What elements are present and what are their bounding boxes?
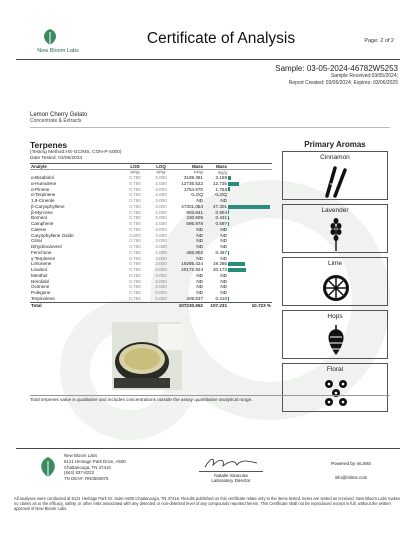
concentration-bar [228, 268, 246, 272]
lod-value: 0.750 [129, 244, 141, 249]
loq-value: 3.000 [155, 267, 167, 272]
loq-value: 3.000 [155, 232, 167, 238]
mass-mg: ND [220, 272, 227, 278]
mass-ppm: 47301.054 [181, 203, 203, 209]
lod-value: 0.750 [129, 295, 141, 301]
analyte-name: α-Pinene [31, 186, 50, 192]
terpenes-table-body [30, 170, 272, 309]
unit-loq: PPM [156, 170, 166, 175]
hops-icon [321, 323, 351, 357]
sample-jar-image [112, 322, 182, 390]
loq-value: 3.000 [155, 209, 167, 215]
mass-ppm: ND [196, 226, 203, 232]
powered-by [316, 461, 386, 480]
empty-cell [148, 302, 174, 308]
mass-mg: 0.597 [215, 221, 227, 226]
mass-ppm: 430.609 [186, 215, 203, 221]
terpenes-table [30, 163, 272, 308]
aroma-lime [282, 257, 388, 306]
analyte-name: Fenchone [31, 249, 52, 255]
mass-ppm: ND [196, 284, 203, 290]
analyte-name: Borneol [31, 215, 47, 221]
analyte-name: Caryophyllene Oxide [31, 232, 74, 238]
page-number: Page: 2 of 2 [364, 38, 394, 44]
analyte-name: Nerolidol [31, 278, 50, 284]
lod-value: 0.750 [129, 192, 141, 198]
mass-mg: ND [220, 244, 227, 249]
loq-value: 3.000 [155, 226, 167, 232]
page-title: Certificate of Analysis [146, 30, 296, 47]
mass-ppm: 1754.570 [183, 186, 203, 192]
lod-value: 0.750 [129, 203, 141, 209]
report-dates: Report Created: 03/06/2024; Expires: 03/06/2025 [288, 80, 398, 86]
cinnamon-icon [321, 164, 351, 198]
lod-value: 0.750 [129, 284, 141, 290]
concentration-bar [228, 205, 270, 209]
unit-mg: mg/g [217, 170, 227, 175]
loq-value: 3.000 [155, 215, 167, 221]
aroma-label: Floral [326, 366, 344, 373]
mass-ppm: ND [196, 255, 203, 261]
mass-mg: 47.301 [212, 203, 227, 209]
powered-by-email: info@mlims.com [334, 475, 368, 480]
address-line: Chattanooga, TN 37416 [64, 464, 111, 470]
unit-lod: PPM [130, 170, 140, 175]
mass-mg: ND [220, 284, 227, 290]
date-tested: Date Tested: 03/05/2024 [30, 156, 83, 161]
lime-icon [321, 270, 351, 304]
lod-value: 0.750 [129, 221, 141, 226]
sample-id: Sample: 03-05-2024-46782W5253 [275, 64, 398, 73]
loq-value: 3.000 [155, 295, 167, 301]
mass-ppm: ND [196, 198, 203, 203]
aroma-hops [282, 310, 388, 359]
loq-value: 3.000 [155, 186, 167, 192]
lod-value: 0.750 [129, 180, 141, 186]
lod-value: 0.750 [129, 261, 141, 267]
col-mass-ppm: Mass [174, 164, 204, 170]
header [16, 22, 400, 60]
analyte-name: Limonene [31, 261, 52, 267]
loq-value: 3.000 [155, 272, 167, 278]
footer-lab-name: New Bloom Labs [64, 453, 98, 458]
phone: (844) 837-8223 [64, 470, 95, 476]
concentration-bar [228, 176, 231, 180]
loq-value: 3.000 [155, 180, 167, 186]
total-row [30, 302, 272, 308]
total-label: Total [30, 302, 122, 308]
loq-value: 3.000 [155, 278, 167, 284]
analyte-name: Citral [31, 238, 42, 244]
lod-value: 0.750 [129, 278, 141, 284]
total-percent: 10.723 % [228, 302, 272, 308]
loq-value: 3.000 [155, 290, 167, 295]
aroma-label: Cinnamon [320, 154, 350, 161]
concentration-bar [228, 262, 245, 266]
loq-value: 3.000 [155, 203, 167, 209]
testing-method: (Testing Method:HS-GC/MS, CON-P-4000) [30, 150, 122, 155]
mass-mg: 20.173 [212, 267, 227, 272]
lod-value: 0.750 [129, 175, 141, 180]
loq-value: 3.000 [155, 221, 167, 226]
col-mass-mg: Mass [204, 164, 228, 170]
mass-ppm: 3189.391 [183, 175, 203, 180]
mass-ppm: 20172.924 [181, 267, 203, 272]
disclaimer: All analyses were conducted at 6121 Heritage Park Dr. Suite A500 Chattanooga, TN 37416. Results published on this certificate relate only to the items tested. Items are tested as received. New Bloom Labs makes no claims as to the efficacy, safety, or other risks associated with any detected or non-detected level of any compounds reported herein. This Certificate shall not be reproduced except in full, without the written approval of New Bloom Labs. [14, 496, 401, 511]
mass-mg: 0.467 [215, 249, 227, 255]
lod-value: 0.750 [129, 249, 141, 255]
analyte-name: Pulegone [31, 290, 51, 295]
analyte-name: α-Terpinene [31, 192, 56, 198]
leaf-logo-icon [40, 28, 60, 46]
mass-ppm: 596.978 [186, 221, 203, 226]
analyte-name: β-Myrcene [31, 209, 53, 215]
mass-ppm: ND [196, 278, 203, 284]
concentration-bar [228, 222, 229, 226]
loq-value: 3.000 [155, 244, 167, 249]
loq-value: 3.000 [155, 238, 167, 244]
lod-value: 0.750 [129, 238, 141, 244]
loq-value: 3.000 [155, 175, 167, 180]
lod-value: 0.750 [129, 215, 141, 221]
analyte-name: γ-Terpinene [31, 255, 56, 261]
mass-ppm: ND [196, 244, 203, 249]
powered-by-text: Powered by mLIMS [330, 461, 372, 466]
analyte-name: Terpinolene [31, 295, 55, 301]
mass-mg: ND [220, 238, 227, 244]
primary-aromas [282, 140, 388, 416]
signature-image [201, 455, 261, 471]
analyte-name: α-Humulene [31, 180, 57, 186]
analyte-name: Ocimene [31, 284, 50, 290]
col-lod: LOD [122, 164, 148, 170]
sample-received: Sample Received:03/05/2024; [331, 73, 398, 79]
mass-ppm: ND [196, 238, 203, 244]
signature-block [186, 455, 276, 483]
empty-cell [122, 302, 148, 308]
analyte-name: α-Bisabolol [31, 175, 54, 180]
aroma-lavender [282, 204, 388, 253]
signer-role: Laboratory Director [211, 478, 251, 483]
product-category: Concentrate & Extracts [30, 118, 82, 124]
col-loq: LOQ [148, 164, 174, 170]
lavender-icon [321, 217, 351, 251]
mass-mg: ND [220, 255, 227, 261]
mass-mg: ND [220, 226, 227, 232]
lod-value: 0.750 [129, 209, 141, 215]
mass-mg: ND [220, 290, 227, 295]
lab-address [64, 453, 174, 482]
mass-ppm: ND [196, 232, 203, 238]
dea-number: TN DEA#: RN0563975 [64, 476, 109, 482]
total-mg: 107.231 [204, 302, 228, 308]
loq-value: 3.000 [155, 261, 167, 267]
sample-info [198, 64, 398, 87]
address-line: 6121 Heritage Park Drive, A500 [64, 458, 126, 464]
loq-value: 3.000 [155, 198, 167, 203]
mass-mg: 1.754 [215, 186, 227, 192]
logo-text: New Bloom Labs [37, 48, 79, 54]
section-title: Terpenes [30, 140, 68, 150]
lod-value: 0.750 [129, 255, 141, 261]
floral-icon [321, 376, 351, 410]
lab-logo [28, 28, 118, 56]
concentration-bar [228, 187, 230, 191]
loq-value: 3.000 [155, 249, 167, 255]
mass-mg: ND [220, 278, 227, 284]
mass-mg: ND [220, 232, 227, 238]
analyte-name: Camphene [31, 221, 54, 226]
signer-name: Natalie Siracusa [214, 473, 248, 478]
analyte-name: Menthol [31, 272, 48, 278]
concentration-bar [228, 182, 239, 186]
footer [16, 448, 400, 483]
mass-mg: ND [220, 198, 227, 203]
total-ppm: 107230.652 [174, 302, 204, 308]
mass-ppm: 12735.522 [181, 180, 203, 186]
mass-mg: <LOQ [214, 192, 227, 198]
aroma-label: Lime [327, 260, 343, 267]
analyte-name: Linalool [31, 267, 47, 272]
mass-ppm: ND [196, 272, 203, 278]
footer-logo-icon [28, 455, 68, 479]
loq-value: 3.000 [155, 255, 167, 261]
mass-mg: 0.431 [215, 215, 227, 221]
mass-mg: 3.189 [215, 175, 227, 180]
mass-mg: 19.285 [212, 261, 227, 267]
mass-mg: 0.410 [215, 295, 227, 301]
analyte-name: Carene [31, 226, 47, 232]
lod-value: 0.750 [129, 198, 141, 203]
loq-value: 3.000 [155, 284, 167, 290]
sample-photo [112, 322, 182, 390]
mass-mg: 12.735 [212, 180, 227, 186]
product-info [30, 112, 390, 128]
mass-mg: 0.904 [215, 209, 227, 215]
analyte-name: 1,8-Cineole [31, 198, 55, 203]
loq-value: 3.000 [155, 192, 167, 198]
aroma-label: Lavender [321, 207, 349, 214]
signature-line [199, 471, 263, 472]
product-name: Lemon Cherry Gelato [30, 112, 88, 118]
mass-ppm: 19285.424 [181, 261, 203, 267]
analyte-name: Dihydrocarveol [31, 244, 62, 249]
lod-value: 3.000 [129, 232, 141, 238]
col-analyte: Analyte [30, 164, 122, 170]
concentration-bar [228, 210, 229, 214]
unit-ppm: PPM [193, 170, 203, 175]
lod-value: 0.750 [129, 290, 141, 295]
aroma-label: Hops [327, 313, 343, 320]
mass-ppm: ND [196, 290, 203, 295]
aroma-floral [282, 363, 388, 412]
lod-value: 0.750 [129, 272, 141, 278]
lod-value: 0.750 [129, 226, 141, 232]
aroma-cinnamon [282, 151, 388, 200]
analyte-name: β-Caryophyllene [31, 203, 65, 209]
mass-ppm: 903.641 [186, 209, 203, 215]
mass-ppm: 409.837 [186, 295, 203, 301]
lod-value: 0.750 [129, 186, 141, 192]
aromas-title: Primary Aromas [304, 140, 366, 149]
terpenes-section [30, 140, 272, 308]
qualitative-note: Total terpenes value is qualitative and includes concentrations outside the assay quantitative analytical range. [30, 395, 390, 402]
lod-value: 0.750 [129, 267, 141, 272]
mass-ppm: 466.902 [186, 249, 203, 255]
mass-ppm: <LOQ [190, 192, 203, 198]
